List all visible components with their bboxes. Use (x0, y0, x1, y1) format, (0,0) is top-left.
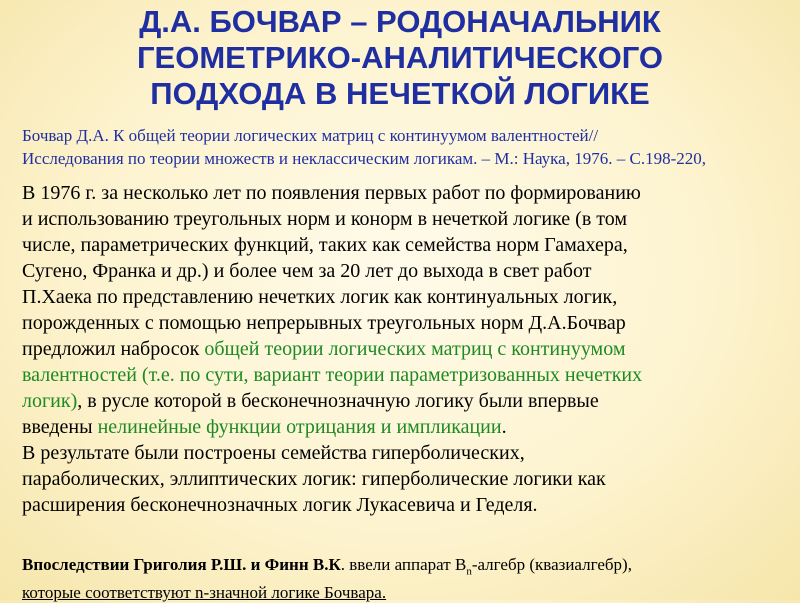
highlighted-phrase: общей теории логических матриц с континуумом (204, 338, 626, 360)
body-text-span: предложил набросок (22, 338, 205, 360)
title-line-2: ГЕОМЕТРИКО-АНАЛИТИЧЕСКОГО (136, 40, 664, 75)
footer-subscript: n (466, 565, 472, 578)
body-text-span: . (501, 416, 507, 438)
highlighted-phrase: нелинейные функции отрицания и импликации (97, 416, 502, 438)
body-line: В 1976 г. за несколько лет по появления первых работ по формированию (22, 182, 641, 204)
body-text (22, 180, 797, 518)
body-line: В результате были построены семейства гиперболических, (22, 442, 525, 464)
body-line: и использованию треугольных норм и конорм в нечеткой логике (в том (22, 208, 628, 230)
reference-line-1: Бочвар Д.А. К общей теории логических матриц с континуумом валентностей// (22, 126, 599, 145)
footer-authors: Впоследствии Григолия Р.Ш. и Финн В.К (22, 555, 341, 574)
footer-line-1 (22, 554, 797, 582)
body-line: П.Хаека по представлению нечетких логик как континуальных логик, (22, 286, 618, 308)
footer-text: . ввели аппарат B (340, 555, 467, 574)
highlighted-phrase: логик) (22, 390, 78, 412)
body-line: числе, параметрических функций, таких как семейства норм Гамахера, (22, 234, 628, 256)
body-line (22, 388, 797, 414)
highlighted-line: валентностей (т.е. по сути, вариант теории параметризованных нечетких (22, 364, 643, 386)
body-line: порожденных с помощью непрерывных треугольных норм Д.А.Бочвар (22, 312, 626, 334)
footer-line-2: которые соответствуют n-значной логике Бочвара. (22, 583, 387, 603)
slide-title (0, 4, 800, 112)
body-text-span: введены (22, 416, 98, 438)
reference-citation (22, 124, 792, 170)
body-line (22, 414, 797, 440)
body-line: параболических, эллиптических логик: гиперболические логики как (22, 468, 606, 490)
body-line (22, 336, 797, 362)
reference-line-2: Исследования по теории множеств и неклассическим логикам. – М.: Наука, 1976. – С.198-220, (22, 149, 706, 168)
body-line: Сугено, Франка и др.) и более чем за 20 лет до выхода в свет работ (22, 260, 592, 282)
footer-note (22, 554, 797, 603)
body-line: расширения бесконечнозначных логик Лукасевича и Геделя. (22, 494, 538, 516)
title-line-3: ПОДХОДА В НЕЧЕТКОЙ ЛОГИКЕ (150, 76, 650, 111)
title-line-1: Д.А. БОЧВАР – РОДОНАЧАЛЬНИК (139, 4, 661, 39)
body-text-span: , в русле которой в бесконечнозначную логику были впервые (77, 390, 599, 412)
footer-text: -алгебр (квазиалгебр), (471, 555, 632, 574)
